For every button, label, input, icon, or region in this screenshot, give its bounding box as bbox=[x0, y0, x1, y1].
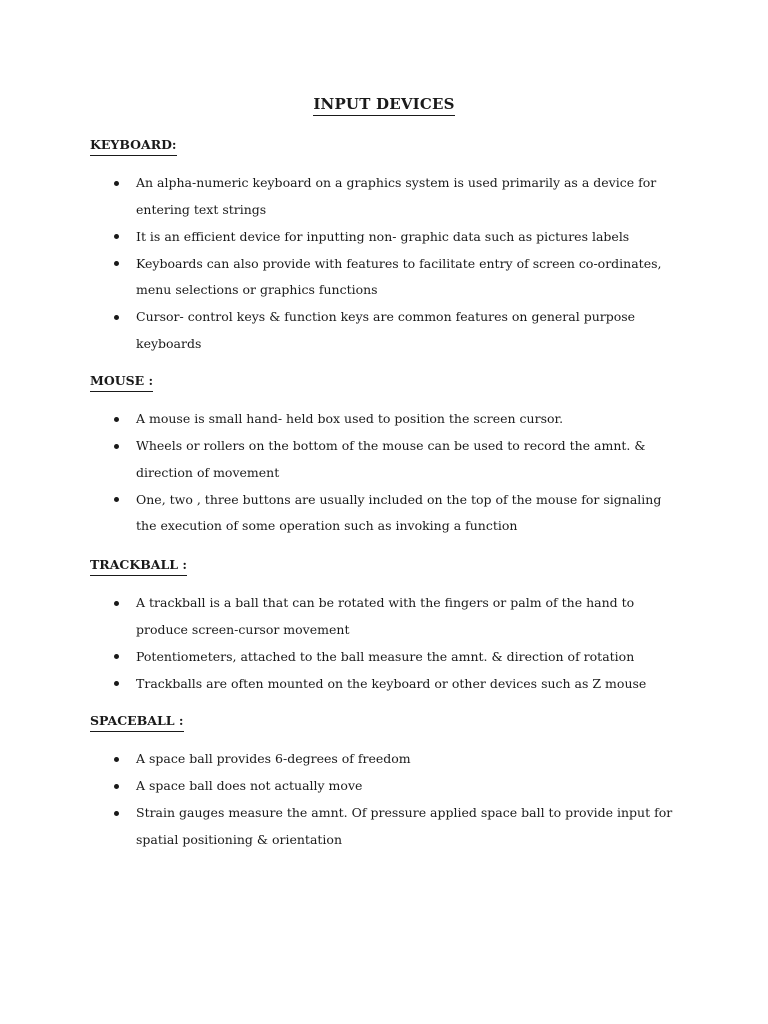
list-item bbox=[0, 800, 768, 853]
section-heading-trackball: TRACKBALL : bbox=[90, 556, 187, 576]
bullet-icon bbox=[114, 417, 119, 422]
list-item bbox=[0, 773, 768, 800]
bullet-icon bbox=[114, 681, 119, 686]
list-item bbox=[0, 433, 768, 486]
list-item bbox=[0, 671, 768, 698]
list-item bbox=[0, 304, 768, 357]
bullet-list-keyboard bbox=[0, 170, 768, 358]
list-item-text: A trackball is a ball that can be rotated with the fingers or palm of the hand to produce screen-cursor movement bbox=[136, 595, 635, 637]
section-heading-mouse: MOUSE : bbox=[90, 372, 153, 392]
bullet-icon bbox=[114, 181, 119, 186]
list-item bbox=[0, 644, 768, 671]
bullet-icon bbox=[114, 601, 119, 606]
list-item-text: A mouse is small hand- held box used to position the screen cursor. bbox=[136, 411, 564, 426]
bullet-icon bbox=[114, 497, 119, 502]
list-item-text: Keyboards can also provide with features to facilitate entry of screen co-ordinates, menu selections or graphics functions bbox=[136, 255, 662, 297]
list-item-text: An alpha-numeric keyboard on a graphics system is used primarily as a device for entering text strings bbox=[136, 175, 657, 217]
list-item bbox=[0, 224, 768, 251]
document-title-wrap bbox=[0, 94, 768, 116]
list-item-text: Strain gauges measure the amnt. Of pressure applied space ball to provide input for spatial positioning & orientation bbox=[136, 805, 673, 847]
bullet-icon bbox=[114, 811, 119, 816]
list-item-text: It is an efficient device for inputting non- graphic data such as pictures labels bbox=[136, 228, 630, 244]
bullet-list-mouse bbox=[0, 406, 768, 540]
list-item bbox=[0, 251, 768, 304]
list-item bbox=[0, 406, 768, 433]
bullet-icon bbox=[114, 315, 119, 320]
bullet-icon bbox=[114, 234, 119, 239]
bullet-icon bbox=[114, 654, 119, 659]
bullet-icon bbox=[114, 784, 119, 789]
section-heading-spaceball: SPACEBALL : bbox=[90, 712, 184, 732]
list-item bbox=[0, 746, 768, 773]
list-item-text: Cursor- control keys & function keys are common features on general purpose keyboards bbox=[136, 309, 636, 351]
list-item-text: Trackballs are often mounted on the keyboard or other devices such as Z mouse bbox=[136, 675, 647, 691]
bullet-icon bbox=[114, 261, 119, 266]
list-item-text: A space ball provides 6-degrees of freedom bbox=[136, 751, 411, 766]
list-item bbox=[0, 590, 768, 643]
list-item bbox=[0, 170, 768, 223]
section-heading-keyboard: KEYBOARD: bbox=[90, 136, 177, 156]
bullet-icon bbox=[114, 444, 119, 449]
list-item-text: Potentiometers, attached to the ball measure the amnt. & direction of rotation bbox=[136, 648, 635, 664]
list-item-text: Wheels or rollers on the bottom of the mouse can be used to record the amnt. & direction of movement bbox=[136, 438, 646, 480]
bullet-icon bbox=[114, 757, 119, 762]
bullet-list-spaceball bbox=[0, 746, 768, 854]
bullet-list-trackball bbox=[0, 590, 768, 698]
document-title: INPUT DEVICES bbox=[313, 94, 454, 116]
list-item-text: One, two , three buttons are usually included on the top of the mouse for signaling the execution of some operation such as invoking a function bbox=[136, 491, 662, 533]
list-item-text: A space ball does not actually move bbox=[136, 778, 363, 793]
list-item bbox=[0, 487, 768, 540]
